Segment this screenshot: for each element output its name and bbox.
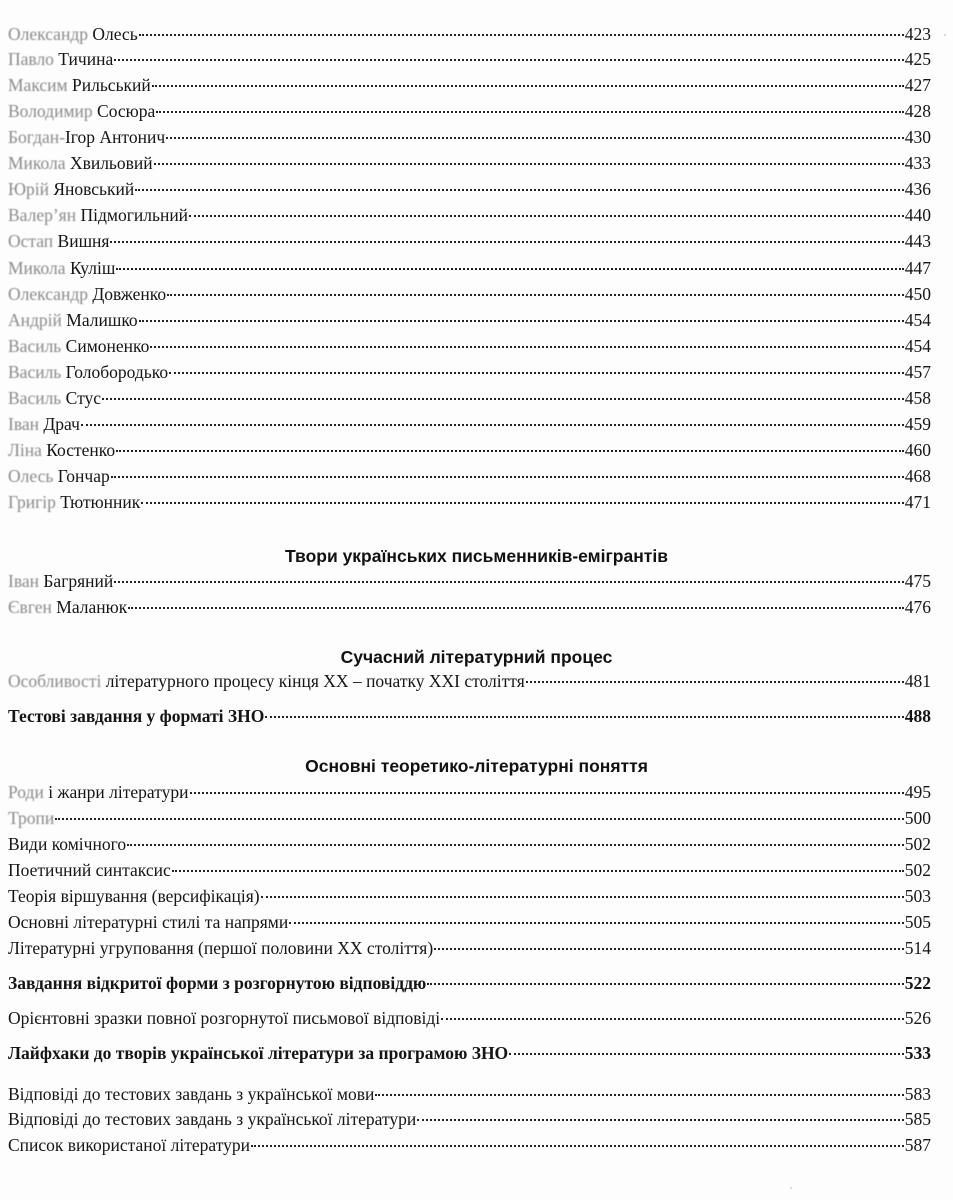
- section-heading: Твори українських письменників-емігрантів: [285, 546, 668, 566]
- toc-entry-label: Теорія віршування (версифікація): [8, 886, 260, 906]
- dot-leader: [135, 188, 903, 191]
- toc-entry[interactable]: [8, 152, 931, 174]
- toc-entry-label: Іван Багряний: [8, 571, 114, 591]
- toc-page-number: 583: [904, 1084, 931, 1104]
- toc-entry[interactable]: [8, 439, 931, 461]
- toc-entry-label: Основні літературні стилі та напрями: [8, 912, 289, 932]
- toc-page-number: 458: [904, 388, 931, 408]
- toc-entry-label: Іван Драч: [8, 414, 80, 434]
- toc-entry-label: Василь Голобородько: [8, 362, 169, 382]
- toc-entry[interactable]: [8, 257, 931, 279]
- dot-leader: [102, 397, 904, 400]
- toc-entry-label: Роди і жанри літератури: [8, 782, 189, 802]
- toc-entry-label: Ліна Костенко: [8, 440, 116, 460]
- toc-entry-label: Василь Стус: [8, 388, 102, 408]
- toc-page-number: 585: [904, 1109, 931, 1129]
- toc-entry-label: Список використаної літератури: [8, 1135, 251, 1155]
- toc-page-number: 502: [904, 860, 931, 880]
- toc-entry[interactable]: [8, 387, 931, 409]
- toc-page-number: 514: [904, 938, 931, 958]
- toc-entry[interactable]: [8, 48, 931, 70]
- dot-leader: [172, 869, 904, 872]
- dot-leader: [81, 423, 904, 426]
- toc-entry[interactable]: [8, 570, 931, 592]
- toc-page-number: 443: [904, 231, 931, 251]
- toc-page-number: 459: [904, 414, 931, 434]
- toc-entry[interactable]: [8, 283, 931, 305]
- dot-leader: [55, 817, 903, 820]
- toc-entry-label: Олесь Гончар: [8, 466, 110, 486]
- toc-entry-label: Завдання відкритої форми з розгорнутою відповіддю: [8, 973, 427, 993]
- toc-entry[interactable]: [8, 1134, 931, 1156]
- dot-leader: [154, 162, 904, 165]
- section-heading: Сучасний літературний процес: [340, 647, 613, 667]
- toc-page-number: 425: [904, 49, 931, 69]
- toc-page-number: 447: [904, 258, 931, 278]
- toc-entry[interactable]: [8, 1108, 931, 1130]
- scan-speck: [790, 1187, 792, 1189]
- toc-entry-label: Микола Куліш: [8, 258, 116, 278]
- toc-entry[interactable]: [8, 361, 931, 383]
- toc-entry[interactable]: [8, 972, 931, 994]
- toc-page-number: 587: [904, 1135, 931, 1155]
- dot-leader: [434, 947, 904, 950]
- toc-page-number: 488: [904, 706, 931, 726]
- toc-page-number: 468: [904, 466, 931, 486]
- toc-page-number: 481: [904, 671, 931, 691]
- toc-page-number: 457: [904, 362, 931, 382]
- dot-leader: [375, 1093, 903, 1096]
- toc-entry-label: Юрій Яновський: [8, 179, 135, 199]
- toc-page-number: 495: [904, 782, 931, 802]
- dot-leader: [427, 982, 903, 985]
- toc-entry-label: Тестові завдання у форматі ЗНО: [8, 706, 265, 726]
- toc-entry[interactable]: [8, 178, 931, 200]
- toc-entry[interactable]: [8, 911, 931, 933]
- toc-entry-label: Павло Тичина: [8, 49, 114, 69]
- scan-speck: [944, 34, 946, 36]
- dot-leader: [190, 791, 904, 794]
- toc-entry[interactable]: [8, 885, 931, 907]
- toc-page-number: 526: [904, 1008, 931, 1028]
- toc-entry[interactable]: [8, 596, 931, 618]
- dot-leader: [167, 293, 904, 296]
- toc-entry-label: Літературні угруповання (першої половини XX століття): [8, 938, 434, 958]
- toc-entry-label: Олександр Довженко: [8, 284, 167, 304]
- toc-entry[interactable]: [8, 937, 931, 959]
- toc-page-number: 454: [904, 310, 931, 330]
- dot-leader: [114, 58, 904, 61]
- toc-entry-label: Види комічного: [8, 834, 127, 854]
- toc-page-number: 505: [904, 912, 931, 932]
- toc-page-number: 440: [904, 205, 931, 225]
- toc-page-number: 430: [904, 127, 931, 147]
- toc-entry-label: Максим Рильський: [8, 75, 151, 95]
- toc-page-number: 503: [904, 886, 931, 906]
- dot-leader: [156, 110, 904, 113]
- toc-page-number: 502: [904, 834, 931, 854]
- dot-leader: [509, 1052, 904, 1055]
- toc-entry-label: Василь Симоненко: [8, 336, 150, 356]
- toc-page-number: 428: [904, 101, 931, 121]
- toc-entry[interactable]: [8, 126, 931, 148]
- toc-page-number: 423: [904, 24, 931, 44]
- toc-page-number: 533: [904, 1043, 931, 1063]
- toc-entry-label: Валер’ян Підмогильний: [8, 205, 189, 225]
- toc-entry-label: Володимир Сосюра: [8, 101, 156, 121]
- dot-leader: [261, 895, 904, 898]
- toc-entry[interactable]: [8, 465, 931, 487]
- toc-entry-label: Орієнтовні зразки повної розгорнутої письмової відповіді: [8, 1008, 441, 1028]
- toc-entry[interactable]: [8, 1042, 931, 1064]
- dot-leader: [110, 240, 903, 243]
- toc-entry[interactable]: [8, 705, 931, 727]
- toc-entry[interactable]: [8, 23, 931, 45]
- toc-page-number: 476: [904, 597, 931, 617]
- toc-entry[interactable]: [8, 413, 931, 435]
- dot-leader: [114, 580, 903, 583]
- dot-leader: [111, 475, 904, 478]
- section-heading: Основні теоретико-літературні поняття: [305, 756, 648, 776]
- toc-entry[interactable]: [8, 670, 931, 692]
- toc-page-number: 454: [904, 336, 931, 356]
- toc-entry[interactable]: [8, 74, 931, 96]
- toc-entry[interactable]: [8, 859, 931, 881]
- dot-leader: [139, 319, 904, 322]
- toc-page-number: 436: [904, 179, 931, 199]
- toc-entry-label: Відповіді до тестових завдань з української літератури: [8, 1109, 417, 1129]
- toc-entry[interactable]: [8, 100, 931, 122]
- dot-leader: [152, 84, 904, 87]
- dot-leader: [141, 501, 903, 504]
- dot-leader: [139, 33, 904, 36]
- toc-entry-label: Микола Хвильовий: [8, 153, 153, 173]
- toc-entry-label: Відповіді до тестових завдань з української мови: [8, 1084, 375, 1104]
- toc-page-number: 450: [904, 284, 931, 304]
- dot-leader: [169, 371, 904, 374]
- toc-entry[interactable]: [8, 204, 931, 226]
- toc-page-number: 471: [904, 492, 931, 512]
- toc-page-number: 460: [904, 440, 931, 460]
- toc-entry[interactable]: [8, 1083, 931, 1105]
- toc-entry[interactable]: [8, 335, 931, 357]
- toc-entry-label: Лайфхаки до творів української літератури за програмою ЗНО: [8, 1043, 509, 1063]
- toc-entry[interactable]: [8, 230, 931, 252]
- toc-entry[interactable]: [8, 807, 931, 829]
- dot-leader: [417, 1118, 903, 1121]
- toc-page-number: 500: [904, 808, 931, 828]
- toc-page-number: 433: [904, 153, 931, 173]
- dot-leader: [526, 680, 904, 683]
- toc-entry-label: Особливості літературного процесу кінця XX – початку XXI століття: [8, 671, 525, 691]
- toc-entry-label: Тропи: [8, 808, 55, 828]
- dot-leader: [189, 214, 904, 217]
- dot-leader: [251, 1144, 904, 1147]
- dot-leader: [150, 345, 903, 348]
- scan-speck: [828, 371, 830, 373]
- dot-leader: [116, 449, 904, 452]
- toc-entry[interactable]: [8, 309, 931, 331]
- dot-leader: [265, 715, 903, 718]
- dot-leader: [441, 1017, 904, 1020]
- toc-page-number: 475: [904, 571, 931, 591]
- toc-page-number: 522: [904, 973, 931, 993]
- toc-entry[interactable]: [8, 491, 931, 513]
- dot-leader: [127, 843, 904, 846]
- dot-leader: [289, 921, 904, 924]
- toc-page-number: 427: [904, 75, 931, 95]
- toc-entry-label: Остап Вишня: [8, 231, 110, 251]
- toc-entry[interactable]: [8, 781, 931, 803]
- dot-leader: [166, 136, 904, 139]
- toc-entry-label: Богдан-Ігор Антонич: [8, 127, 166, 147]
- toc-entry-label: Поетичний синтаксис: [8, 860, 171, 880]
- toc-entry[interactable]: [8, 1007, 931, 1029]
- toc-entry-label: Григір Тютюнник: [8, 492, 141, 512]
- toc-entry-label: Олександр Олесь: [8, 24, 138, 44]
- dot-leader: [116, 267, 903, 270]
- toc-entry-label: Андрій Малишко: [8, 310, 138, 330]
- dot-leader: [128, 606, 904, 609]
- toc-entry-label: Євген Маланюк: [8, 597, 128, 617]
- toc-entry[interactable]: [8, 833, 931, 855]
